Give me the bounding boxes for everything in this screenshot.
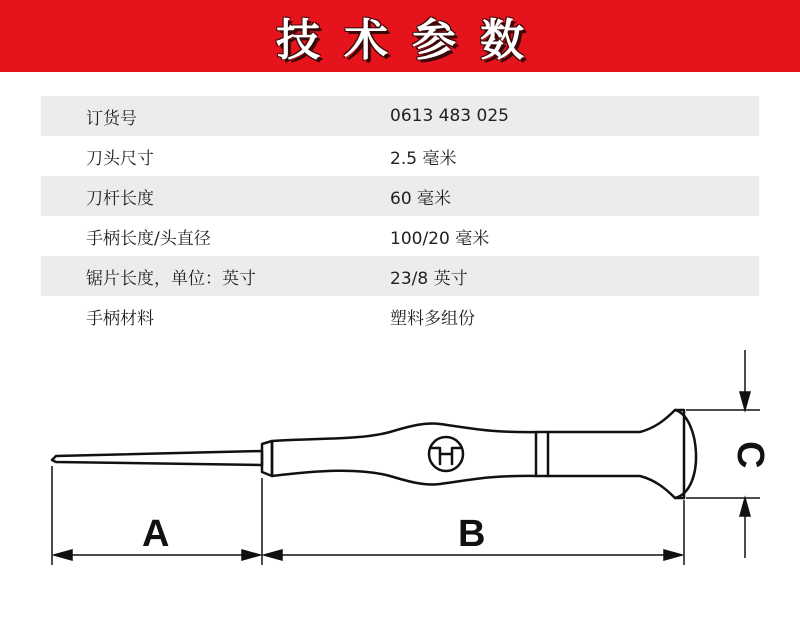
arrow-left-icon bbox=[264, 550, 282, 560]
spec-value: 23/8 英寸 bbox=[390, 268, 468, 289]
spec-value: 100/20 毫米 bbox=[390, 228, 490, 249]
arrow-right-icon bbox=[242, 550, 260, 560]
spec-row bbox=[41, 96, 759, 136]
arrow-left-icon bbox=[54, 550, 72, 560]
arrow-down-icon bbox=[740, 392, 750, 410]
spec-label: 订货号 bbox=[86, 108, 137, 129]
banner-title: 技术参数 bbox=[276, 15, 548, 66]
spec-label: 刀头尺寸 bbox=[86, 148, 154, 169]
handle-cap bbox=[675, 410, 696, 498]
dim-label-c: C bbox=[729, 441, 771, 469]
screwdriver-drawing bbox=[0, 340, 800, 640]
ferrule bbox=[262, 441, 272, 476]
spec-label: 手柄材料 bbox=[86, 308, 154, 329]
spec-value: 60 毫米 bbox=[390, 188, 452, 209]
title-banner bbox=[0, 0, 800, 72]
spec-row bbox=[41, 176, 759, 216]
spec-value: 塑料多组份 bbox=[390, 308, 475, 329]
logo-mark bbox=[432, 448, 460, 464]
dim-label-a: A bbox=[142, 513, 170, 555]
spec-row bbox=[41, 136, 759, 176]
handle-outline bbox=[272, 410, 684, 498]
arrow-right-icon bbox=[664, 550, 682, 560]
spec-row bbox=[41, 296, 759, 336]
spec-label: 刀杆长度 bbox=[86, 188, 154, 209]
spec-label: 手柄长度/头直径 bbox=[86, 228, 211, 249]
spec-value: 2.5 毫米 bbox=[390, 148, 457, 169]
spec-row bbox=[41, 256, 759, 296]
arrow-up-icon bbox=[740, 498, 750, 516]
spec-row bbox=[41, 216, 759, 256]
blade bbox=[52, 451, 262, 465]
spec-table bbox=[41, 96, 759, 336]
dim-label-b: B bbox=[458, 513, 486, 555]
spec-value: 0613 483 025 bbox=[390, 106, 509, 126]
spec-label: 锯片长度，单位：英寸 bbox=[86, 268, 256, 289]
